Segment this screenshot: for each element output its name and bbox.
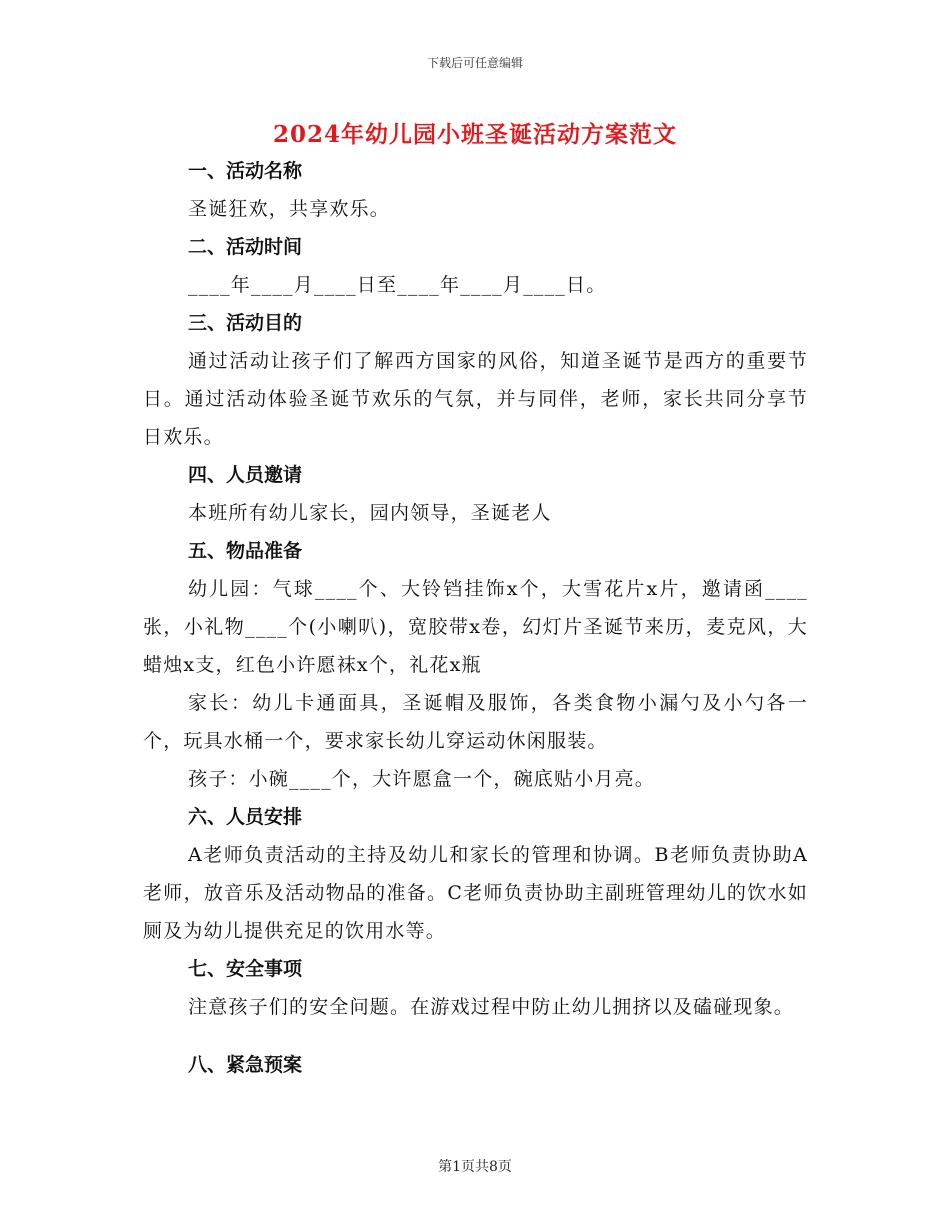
section-heading: 四、人员邀请 bbox=[188, 464, 303, 486]
paragraph: 注意孩子们的安全问题。在游戏过程中防止幼儿拥挤以及磕碰现象。 bbox=[188, 996, 795, 1018]
paragraph: 家长：幼儿卡通面具，圣诞帽及服饰，各类食物小漏勺及小勺各一个，玩具水桶一个，要求家长幼儿穿运动休闲服装。 bbox=[143, 692, 808, 752]
paragraph: 圣诞狂欢，共享欢乐。 bbox=[188, 198, 391, 220]
section-heading: 六、人员安排 bbox=[188, 806, 303, 828]
paragraph: 通过活动让孩子们了解西方国家的风俗，知道圣诞节是西方的重要节日。通过活动体验圣诞节欢乐的气氛，并与同伴，老师，家长共同分享节日欢乐。 bbox=[143, 350, 808, 448]
section-invitees bbox=[143, 456, 808, 532]
page-footer: 第1页共8页 bbox=[438, 1159, 512, 1175]
document-title: 2024年幼儿园小班圣诞活动方案范文 bbox=[272, 121, 677, 148]
section-heading: 二、活动时间 bbox=[188, 236, 303, 258]
section-safety bbox=[143, 950, 808, 1026]
section-heading: 三、活动目的 bbox=[188, 312, 303, 334]
section-staffing bbox=[143, 798, 808, 950]
paragraph: 幼儿园：气球____个、大铃铛挂饰x个，大雪花片x片，邀请函____张，小礼物____个(小喇叭)，宽胶带x卷，幻灯片圣诞节来历，麦克风，大蜡烛x支，红色小许愿袜x个，礼花x瓶 bbox=[143, 578, 808, 676]
document-body bbox=[143, 152, 808, 1084]
paragraph: 孩子：小碗____个，大许愿盒一个，碗底贴小月亮。 bbox=[188, 768, 656, 790]
section-activity-purpose bbox=[143, 304, 808, 456]
section-materials bbox=[143, 532, 808, 798]
paragraph: ____年____月____日至____年____月____日。 bbox=[188, 274, 607, 296]
section-activity-name bbox=[143, 152, 808, 228]
paragraph: A老师负责活动的主持及幼儿和家长的管理和协调。B老师负责协助A老师，放音乐及活动物品的准备。C老师负责协助主副班管理幼儿的饮水如厕及为幼儿提供充足的饮用水等。 bbox=[143, 844, 808, 942]
header-note: 下载后可任意编辑 bbox=[426, 56, 523, 70]
paragraph: 本班所有幼儿家长，园内领导，圣诞老人 bbox=[188, 502, 552, 524]
section-activity-time bbox=[143, 228, 808, 304]
section-heading: 八、紧急预案 bbox=[188, 1054, 303, 1076]
section-heading: 一、活动名称 bbox=[188, 160, 303, 182]
section-heading: 五、物品准备 bbox=[188, 540, 303, 562]
section-emergency-plan bbox=[143, 1046, 808, 1084]
section-heading: 七、安全事项 bbox=[188, 958, 303, 980]
